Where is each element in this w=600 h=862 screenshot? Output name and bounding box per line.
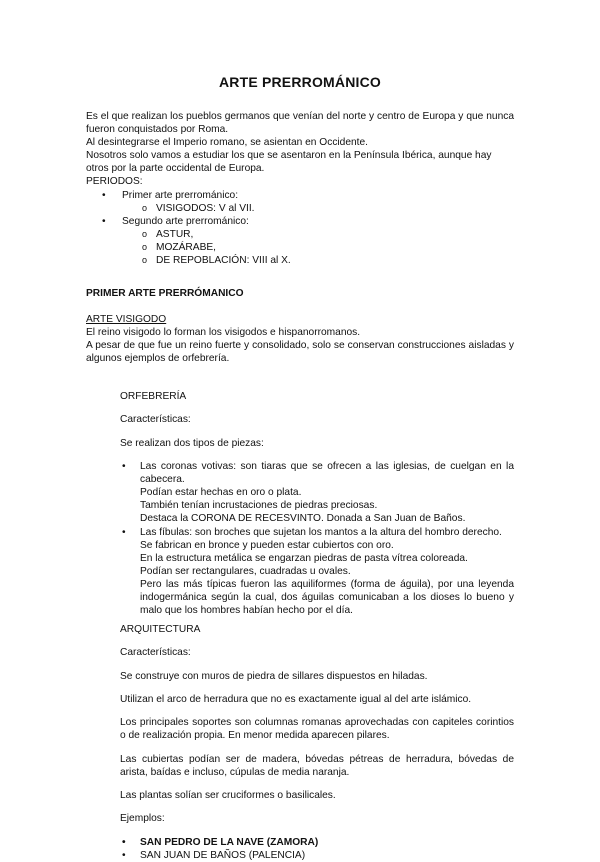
orfebreria-section xyxy=(120,380,514,617)
period-subitem: o DE REPOBLACIÓN: VIII al X. xyxy=(86,254,514,267)
orfebreria-detail: Podían estar hechas en oro o plata. xyxy=(140,487,302,499)
arquitectura-line: Utilizan el arco de herradura que no es exactamente igual al del arte islámico. xyxy=(120,694,472,706)
orfebreria-detail: También tenían incrustaciones de piedras preciosas. xyxy=(140,500,378,512)
page-title: ARTE PRERROMÁNICO xyxy=(218,74,382,90)
arquitectura-line: Los principales soportes son columnas romanas aprovechadas con capiteles corintios o de realización propia. En menor medida aparecen pilares. xyxy=(120,717,514,742)
arquitectura-section xyxy=(120,613,514,862)
orfebreria-heading: ORFEBRERÍA xyxy=(120,391,187,403)
arquitectura-heading: ARQUITECTURA xyxy=(120,624,201,636)
orfebreria-detail: Se fabrican en bronce y pueden estar cubiertos con oro. xyxy=(140,539,394,551)
arquitectura-line: Las cubiertas podían ser de madera, bóvedas pétreas de herradura, bóvedas de arista, baídas e incluso, cúpulas de media naranja. xyxy=(120,753,514,778)
intro-section xyxy=(86,110,514,267)
characteristics-label: Características: xyxy=(120,414,191,426)
visigodo-section xyxy=(86,313,514,365)
orfebreria-list xyxy=(120,460,514,617)
examples-label: Ejemplos: xyxy=(120,813,165,825)
period-subitem: o VISIGODOS: V al VII. xyxy=(86,202,514,215)
orfebreria-detail: Podían ser rectangulares, cuadradas u ovales. xyxy=(140,565,351,577)
characteristics-label: Características: xyxy=(120,647,191,659)
section-heading: PRIMER ARTE PRERRÓMANICO xyxy=(86,288,244,299)
orfebreria-detail: Pero las más típicas fueron las aquiliformes (forma de águila), por una leyenda indogermánica según la cual, dos águilas comunicaban a los dioses lo bueno y malo que los hombres habían hecho por el día. xyxy=(140,578,514,617)
periods-label: PERIODOS: xyxy=(86,176,143,188)
intro-paragraph: Nosotros solo vamos a estudiar los que se asentaron en la Península Ibérica, aunque hay otros por la parte occidental de Europa. xyxy=(86,150,492,175)
intro-paragraph: Al desintegrarse el Imperio romano, se asientan en Occidente. xyxy=(86,137,369,149)
period-subitem: o ASTUR, xyxy=(86,228,514,241)
intro-paragraph: Es el que realizan los pueblos germanos que venían del norte y centro de Europa y que nunca fueron conquistados por Roma. xyxy=(86,111,514,136)
visigodo-paragraph: El reino visigodo lo forman los visigodos e hispanorromanos. xyxy=(86,327,361,339)
period-subitem: o MOZÁRABE, xyxy=(86,241,514,254)
arquitectura-line: Se construye con muros de piedra de sillares dispuestos en hiladas. xyxy=(120,670,428,682)
example-item: • SAN JUAN DE BAÑOS (PALENCIA) xyxy=(120,849,514,862)
visigodo-paragraph: A pesar de que fue un reino fuerte y consolidado, solo se conservan construcciones aisladas y algunos ejemplos de orfebrería. xyxy=(86,340,514,365)
example-item: • SAN PEDRO DE LA NAVE (ZAMORA) xyxy=(120,836,514,849)
arquitectura-line: Las plantas solían ser cruciformes o basilicales. xyxy=(120,790,336,802)
orfebreria-intro: Se realizan dos tipos de piezas: xyxy=(120,437,264,449)
orfebreria-item: • Las coronas votivas: son tiaras que se ofrecen a las iglesias, de cuelgan en la cabecera. xyxy=(120,460,514,486)
orfebreria-detail: Destaca la CORONA DE RECESVINTO. Donada a San Juan de Baños. xyxy=(140,513,466,525)
period-item: • Primer arte prerrománico: xyxy=(86,189,514,202)
orfebreria-detail: En la estructura metálica se engarzan piedras de pasta vítrea coloreada. xyxy=(140,552,468,564)
period-item: • Segundo arte prerrománico: xyxy=(86,215,514,228)
section-subheading: ARTE VISIGODO xyxy=(86,314,167,325)
examples-list xyxy=(120,836,514,862)
orfebreria-item: • Las fíbulas: son broches que sujetan los mantos a la altura del hombro derecho. xyxy=(120,526,514,539)
periods-list xyxy=(86,189,514,268)
